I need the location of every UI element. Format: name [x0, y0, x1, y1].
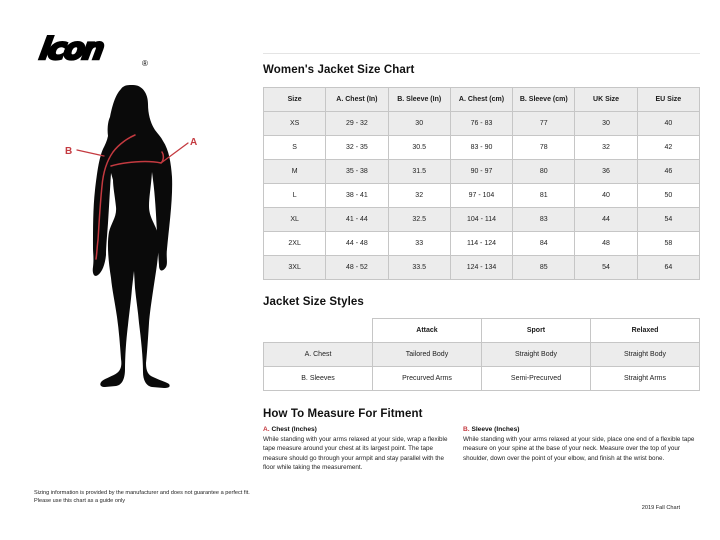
size-chart-title: Women's Jacket Size Chart [263, 64, 415, 76]
table-cell: 97 - 104 [450, 184, 512, 208]
table-cell: 33 [388, 232, 450, 256]
disclaimer-line-2: Please use this chart as a guide only [34, 498, 126, 505]
content-column [263, 53, 700, 473]
table-row [264, 232, 700, 256]
table-cell: 33.5 [388, 256, 450, 280]
size-styles-table [263, 318, 700, 391]
table-cell: 44 [575, 208, 637, 232]
chart-version: 2019 Fall Chart [641, 505, 680, 511]
table-row [264, 343, 700, 367]
table-cell: 84 [513, 232, 575, 256]
table-cell: XS [264, 112, 326, 136]
table-cell: Tailored Body [373, 343, 482, 367]
table-cell: 114 - 124 [450, 232, 512, 256]
table-cell: 32 [388, 184, 450, 208]
table-cell: 76 - 83 [450, 112, 512, 136]
table-cell: Straight Body [591, 343, 700, 367]
table-cell: 32.5 [388, 208, 450, 232]
table-cell: S [264, 136, 326, 160]
chest-instruction-label [263, 426, 450, 433]
female-silhouette [93, 85, 172, 388]
column-header [264, 319, 373, 343]
column-header: Size [264, 88, 326, 112]
table-row [264, 136, 700, 160]
table-cell: 32 [575, 136, 637, 160]
table-cell: A. Chest [264, 343, 373, 367]
sleeve-label-text: Sleeve (Inches) [471, 426, 520, 433]
table-cell: 40 [575, 184, 637, 208]
sleeve-label-b: B [65, 146, 73, 157]
table-cell: L [264, 184, 326, 208]
column-header: A. Chest (cm) [450, 88, 512, 112]
table-cell: 78 [513, 136, 575, 160]
header-row [264, 88, 700, 112]
table-cell: 2XL [264, 232, 326, 256]
table-cell: Straight Arms [591, 367, 700, 391]
icon-logo-icon [30, 28, 160, 70]
sleeve-instruction-text: While standing with your arms relaxed at your side, place one end of a flexible tape measure on your spine at the base of your neck. Measure over the top of your shoulder, down over the point of your elbow, and finish at the wrist bone. [463, 436, 695, 462]
table-cell: 40 [637, 112, 699, 136]
table-row [264, 112, 700, 136]
table-cell: 85 [513, 256, 575, 280]
table-cell: 58 [637, 232, 699, 256]
table-cell: 30.5 [388, 136, 450, 160]
table-cell: Straight Body [482, 343, 591, 367]
table-cell: 38 - 41 [326, 184, 388, 208]
measure-instructions [263, 426, 700, 473]
icon-brand-logo [30, 28, 160, 70]
column-header: Sport [482, 319, 591, 343]
table-cell: 54 [637, 208, 699, 232]
table-cell: 46 [637, 160, 699, 184]
table-cell: 104 - 114 [450, 208, 512, 232]
registered-mark: ® [142, 59, 148, 68]
column-header: B. Sleeve (cm) [513, 88, 575, 112]
table-row [264, 160, 700, 184]
size-styles-title: Jacket Size Styles [263, 296, 364, 308]
measurement-figure [55, 73, 245, 398]
table-cell: 30 [388, 112, 450, 136]
size-chart-table [263, 87, 700, 280]
table-cell: 81 [513, 184, 575, 208]
table-cell: 80 [513, 160, 575, 184]
table-cell: 83 [513, 208, 575, 232]
table-cell: 35 - 38 [326, 160, 388, 184]
table-cell: 30 [575, 112, 637, 136]
column-header: B. Sleeve (In) [388, 88, 450, 112]
table-cell: Semi-Precurved [482, 367, 591, 391]
table-cell: B. Sleeves [264, 367, 373, 391]
table-cell: M [264, 160, 326, 184]
sizing-disclaimer [34, 489, 274, 506]
table-cell: 29 - 32 [326, 112, 388, 136]
table-cell: 32 - 35 [326, 136, 388, 160]
table-row [264, 256, 700, 280]
measure-title: How To Measure For Fitment [263, 408, 423, 420]
chest-instruction [263, 426, 450, 473]
column-header: Attack [373, 319, 482, 343]
column-header: UK Size [575, 88, 637, 112]
table-cell: 77 [513, 112, 575, 136]
table-cell: 48 - 52 [326, 256, 388, 280]
table-cell: 83 - 90 [450, 136, 512, 160]
chest-label-text: Chest (Inches) [271, 426, 317, 433]
chest-instruction-text: While standing with your arms relaxed at your side, wrap a flexible tape measure around your chest at its largest point. The tape measure should go through your armpit and stay parallel with the floor while taking the measurement. [263, 436, 448, 472]
column-header: Relaxed [591, 319, 700, 343]
table-cell: 3XL [264, 256, 326, 280]
disclaimer-line-1: Sizing information is provided by the manufacturer and does not guarantee a perfect fit. [34, 490, 250, 496]
sleeve-instruction [463, 426, 700, 473]
table-cell: 50 [637, 184, 699, 208]
table-cell: 48 [575, 232, 637, 256]
table-cell: 41 - 44 [326, 208, 388, 232]
sleeve-label-prefix: B. [463, 426, 470, 433]
table-cell: 44 - 48 [326, 232, 388, 256]
table-row [264, 184, 700, 208]
sleeve-label-pointer [77, 150, 104, 156]
table-row [264, 208, 700, 232]
table-cell: Precurved Arms [373, 367, 482, 391]
table-cell: 64 [637, 256, 699, 280]
sleeve-instruction-label [463, 426, 700, 433]
logo-text: icon [37, 32, 106, 67]
table-row [264, 367, 700, 391]
chest-label-a: A [190, 137, 198, 148]
table-cell: 36 [575, 160, 637, 184]
column-header: A. Chest (In) [326, 88, 388, 112]
table-cell: 54 [575, 256, 637, 280]
table-cell: 31.5 [388, 160, 450, 184]
chest-label-prefix: A. [263, 426, 270, 433]
header-row [264, 319, 700, 343]
table-cell: 124 - 134 [450, 256, 512, 280]
column-header: EU Size [637, 88, 699, 112]
table-cell: 42 [637, 136, 699, 160]
table-cell: XL [264, 208, 326, 232]
table-cell: 90 - 97 [450, 160, 512, 184]
